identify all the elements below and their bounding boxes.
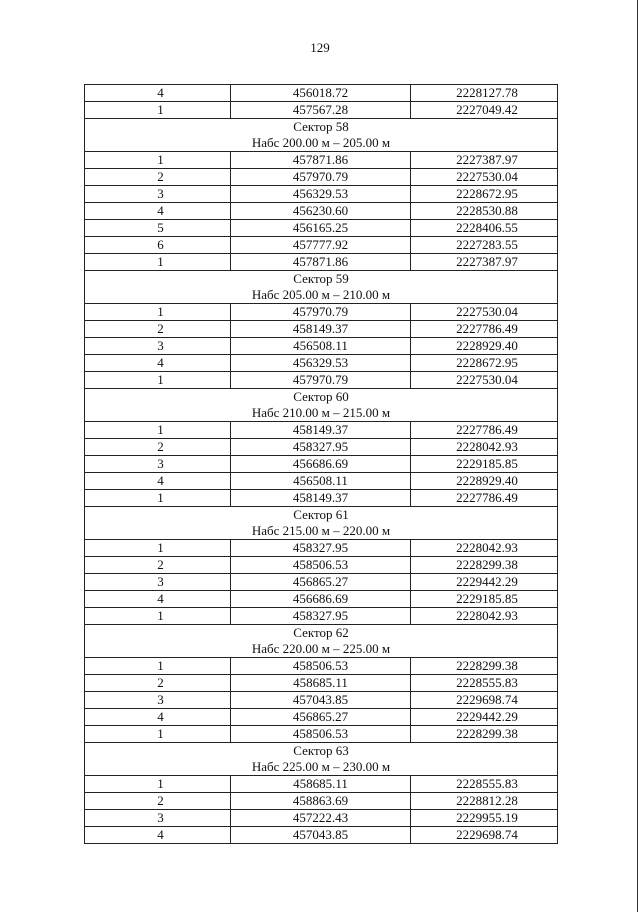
y-coordinate-cell: 2228672.95	[411, 355, 558, 372]
sector-header	[85, 743, 558, 776]
x-coordinate-cell: 456865.27	[231, 709, 411, 726]
table-row	[85, 304, 558, 321]
sector-title: Сектор 60	[293, 389, 349, 404]
table-row	[85, 776, 558, 793]
x-coordinate-cell: 458149.37	[231, 422, 411, 439]
y-coordinate-cell: 2228042.93	[411, 608, 558, 625]
point-number-cell: 3	[85, 810, 231, 827]
x-coordinate-cell: 456165.25	[231, 220, 411, 237]
point-number-cell: 3	[85, 456, 231, 473]
x-coordinate-cell: 456329.53	[231, 355, 411, 372]
x-coordinate-cell: 457777.92	[231, 237, 411, 254]
x-coordinate-cell: 458685.11	[231, 776, 411, 793]
table-row	[85, 321, 558, 338]
table-row	[85, 540, 558, 557]
point-number-cell: 4	[85, 473, 231, 490]
table-row	[85, 203, 558, 220]
table-row	[85, 220, 558, 237]
x-coordinate-cell: 458327.95	[231, 439, 411, 456]
table-row	[85, 608, 558, 625]
x-coordinate-cell: 457222.43	[231, 810, 411, 827]
table-row	[85, 355, 558, 372]
point-number-cell: 2	[85, 169, 231, 186]
point-number-cell: 1	[85, 540, 231, 557]
point-number-cell: 1	[85, 422, 231, 439]
sector-header	[85, 271, 558, 304]
table-row	[85, 102, 558, 119]
sector-height-range: Набс 215.00 м – 220.00 м	[251, 523, 391, 538]
x-coordinate-cell: 456508.11	[231, 473, 411, 490]
y-coordinate-cell: 2229698.74	[411, 827, 558, 844]
sector-header-row	[85, 119, 558, 152]
point-number-cell: 1	[85, 152, 231, 169]
y-coordinate-cell: 2228299.38	[411, 658, 558, 675]
y-coordinate-cell: 2228812.28	[411, 793, 558, 810]
x-coordinate-cell: 458685.11	[231, 675, 411, 692]
y-coordinate-cell: 2229955.19	[411, 810, 558, 827]
point-number-cell: 5	[85, 220, 231, 237]
sector-header-row	[85, 271, 558, 304]
x-coordinate-cell: 456018.72	[231, 85, 411, 102]
sector-height-range: Набс 225.00 м – 230.00 м	[251, 759, 391, 774]
y-coordinate-cell: 2227387.97	[411, 152, 558, 169]
x-coordinate-cell: 456686.69	[231, 456, 411, 473]
sector-header	[85, 625, 558, 658]
x-coordinate-cell: 457043.85	[231, 692, 411, 709]
y-coordinate-cell: 2228299.38	[411, 557, 558, 574]
table-row	[85, 810, 558, 827]
sector-header-row	[85, 625, 558, 658]
table-row	[85, 456, 558, 473]
table-row	[85, 152, 558, 169]
x-coordinate-cell: 458506.53	[231, 658, 411, 675]
x-coordinate-cell: 456329.53	[231, 186, 411, 203]
point-number-cell: 4	[85, 709, 231, 726]
point-number-cell: 1	[85, 608, 231, 625]
point-number-cell: 2	[85, 439, 231, 456]
table-row	[85, 709, 558, 726]
point-number-cell: 3	[85, 692, 231, 709]
y-coordinate-cell: 2228406.55	[411, 220, 558, 237]
table-row	[85, 422, 558, 439]
x-coordinate-cell: 458149.37	[231, 490, 411, 507]
table-row	[85, 490, 558, 507]
sector-height-range: Набс 200.00 м – 205.00 м	[251, 135, 391, 150]
x-coordinate-cell: 458506.53	[231, 557, 411, 574]
table-row	[85, 574, 558, 591]
point-number-cell: 1	[85, 726, 231, 743]
sector-title: Сектор 61	[293, 507, 349, 522]
table-row	[85, 169, 558, 186]
point-number-cell: 4	[85, 827, 231, 844]
point-number-cell: 2	[85, 557, 231, 574]
y-coordinate-cell: 2227530.04	[411, 169, 558, 186]
y-coordinate-cell: 2228672.95	[411, 186, 558, 203]
table-row	[85, 338, 558, 355]
y-coordinate-cell: 2227049.42	[411, 102, 558, 119]
table-row	[85, 692, 558, 709]
sector-height-range: Набс 210.00 м – 215.00 м	[251, 405, 391, 420]
page-number: 129	[310, 40, 330, 55]
x-coordinate-cell: 457043.85	[231, 827, 411, 844]
y-coordinate-cell: 2229442.29	[411, 709, 558, 726]
x-coordinate-cell: 458327.95	[231, 608, 411, 625]
y-coordinate-cell: 2229185.85	[411, 456, 558, 473]
sector-header	[85, 507, 558, 540]
table-row	[85, 473, 558, 490]
table-row	[85, 237, 558, 254]
table-row	[85, 591, 558, 608]
x-coordinate-cell: 457970.79	[231, 372, 411, 389]
table-row	[85, 675, 558, 692]
y-coordinate-cell: 2228042.93	[411, 540, 558, 557]
point-number-cell: 1	[85, 102, 231, 119]
point-number-cell: 1	[85, 304, 231, 321]
sector-header-row	[85, 743, 558, 776]
y-coordinate-cell: 2227387.97	[411, 254, 558, 271]
page-edge-rule	[637, 0, 638, 912]
y-coordinate-cell: 2228555.83	[411, 776, 558, 793]
y-coordinate-cell: 2227786.49	[411, 422, 558, 439]
x-coordinate-cell: 456865.27	[231, 574, 411, 591]
table-row	[85, 793, 558, 810]
point-number-cell: 2	[85, 321, 231, 338]
point-number-cell: 1	[85, 658, 231, 675]
sector-header-row	[85, 507, 558, 540]
table-row	[85, 186, 558, 203]
table-row	[85, 726, 558, 743]
y-coordinate-cell: 2229185.85	[411, 591, 558, 608]
point-number-cell: 4	[85, 355, 231, 372]
x-coordinate-cell: 458149.37	[231, 321, 411, 338]
sector-header	[85, 389, 558, 422]
y-coordinate-cell: 2228929.40	[411, 473, 558, 490]
x-coordinate-cell: 456230.60	[231, 203, 411, 220]
point-number-cell: 1	[85, 372, 231, 389]
y-coordinate-cell: 2229698.74	[411, 692, 558, 709]
sector-header	[85, 119, 558, 152]
point-number-cell: 3	[85, 574, 231, 591]
y-coordinate-cell: 2228530.88	[411, 203, 558, 220]
y-coordinate-cell: 2229442.29	[411, 574, 558, 591]
x-coordinate-cell: 457871.86	[231, 254, 411, 271]
point-number-cell: 2	[85, 793, 231, 810]
table-row	[85, 85, 558, 102]
x-coordinate-cell: 457871.86	[231, 152, 411, 169]
y-coordinate-cell: 2228555.83	[411, 675, 558, 692]
table-row	[85, 439, 558, 456]
x-coordinate-cell: 456508.11	[231, 338, 411, 355]
table-row	[85, 557, 558, 574]
y-coordinate-cell: 2227786.49	[411, 321, 558, 338]
point-number-cell: 4	[85, 591, 231, 608]
y-coordinate-cell: 2228299.38	[411, 726, 558, 743]
x-coordinate-cell: 456686.69	[231, 591, 411, 608]
sector-title: Сектор 63	[293, 743, 349, 758]
point-number-cell: 3	[85, 186, 231, 203]
sector-title: Сектор 59	[293, 271, 349, 286]
point-number-cell: 1	[85, 490, 231, 507]
sector-header-row	[85, 389, 558, 422]
table-row	[85, 827, 558, 844]
sector-title: Сектор 58	[293, 119, 349, 134]
y-coordinate-cell: 2227283.55	[411, 237, 558, 254]
point-number-cell: 3	[85, 338, 231, 355]
y-coordinate-cell: 2227786.49	[411, 490, 558, 507]
y-coordinate-cell: 2228127.78	[411, 85, 558, 102]
point-number-cell: 6	[85, 237, 231, 254]
x-coordinate-cell: 457970.79	[231, 304, 411, 321]
sector-title: Сектор 62	[293, 625, 349, 640]
x-coordinate-cell: 457567.28	[231, 102, 411, 119]
table-row	[85, 254, 558, 271]
y-coordinate-cell: 2228042.93	[411, 439, 558, 456]
coordinate-table	[84, 84, 558, 844]
sector-height-range: Набс 220.00 м – 225.00 м	[251, 641, 391, 656]
point-number-cell: 4	[85, 85, 231, 102]
x-coordinate-cell: 458327.95	[231, 540, 411, 557]
table-row	[85, 658, 558, 675]
x-coordinate-cell: 458506.53	[231, 726, 411, 743]
point-number-cell: 1	[85, 254, 231, 271]
table-row	[85, 372, 558, 389]
x-coordinate-cell: 457970.79	[231, 169, 411, 186]
point-number-cell: 4	[85, 203, 231, 220]
y-coordinate-cell: 2227530.04	[411, 372, 558, 389]
y-coordinate-cell: 2228929.40	[411, 338, 558, 355]
sector-height-range: Набс 205.00 м – 210.00 м	[251, 287, 391, 302]
x-coordinate-cell: 458863.69	[231, 793, 411, 810]
point-number-cell: 2	[85, 675, 231, 692]
y-coordinate-cell: 2227530.04	[411, 304, 558, 321]
point-number-cell: 1	[85, 776, 231, 793]
coordinate-table-body	[85, 85, 558, 844]
